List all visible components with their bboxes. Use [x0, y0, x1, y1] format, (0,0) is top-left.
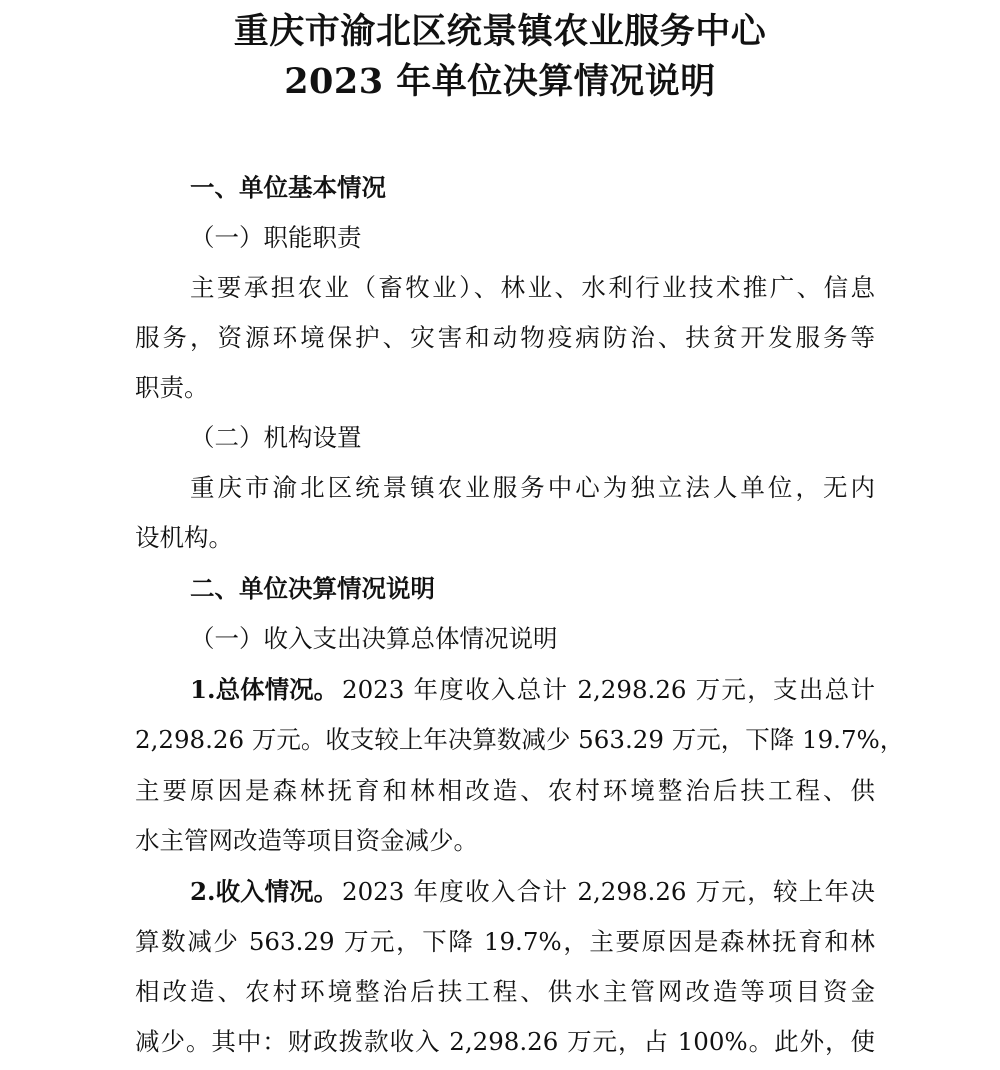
paragraph-line: 2023 年度收入合计 2,298.26 万元，较上年决	[342, 877, 875, 906]
section-1-sub-2: （二）机构设置	[190, 423, 362, 452]
paragraph-line: 减少。其中：财政拨款收入 2,298.26 万元，占 100%。此外，使	[135, 1027, 875, 1056]
paragraph-line: 设机构。	[135, 523, 233, 552]
document-title-line-2: 2023 年单位决算情况说明	[284, 61, 716, 102]
paragraph-line: 服务，资源环境保护、灾害和动物疫病防治、扶贫开发服务等	[135, 323, 875, 352]
document-title-line-1: 重庆市渝北区统景镇农业服务中心	[233, 11, 767, 52]
paragraph-line: 水主管网改造等项目资金减少。	[135, 826, 478, 855]
paragraph-line: 主要承担农业（畜牧业）、林业、水利行业技术推广、信息	[190, 273, 875, 302]
section-2-heading: 二、单位决算情况说明	[190, 574, 435, 603]
paragraph-line: 2,298.26 万元。收支较上年决算数减少 563.29 万元，下降 19.7%，	[135, 725, 905, 754]
section-2-sub-1: （一）收入支出决算总体情况说明	[190, 624, 558, 653]
section-1-heading: 一、单位基本情况	[190, 173, 386, 202]
paragraph-line: 主要原因是森林抚育和林相改造、农村环境整治后扶工程、供	[135, 776, 875, 805]
paragraph-line: 重庆市渝北区统景镇农业服务中心为独立法人单位，无内	[190, 473, 875, 502]
paragraph-line: 相改造、农村环境整治后扶工程、供水主管网改造等项目资金	[135, 977, 875, 1006]
section-1-sub-1: （一）职能职责	[190, 223, 362, 252]
paragraph-line: 算数减少 563.29 万元，下降 19.7%，主要原因是森林抚育和林	[135, 927, 875, 956]
paragraph-line: 职责。	[135, 373, 209, 402]
paragraph-1-label: 1.总体情况。	[190, 675, 339, 704]
paragraph-line: 2023 年度收入总计 2,298.26 万元，支出总计	[342, 675, 875, 704]
paragraph-2-label: 2.收入情况。	[190, 877, 339, 906]
